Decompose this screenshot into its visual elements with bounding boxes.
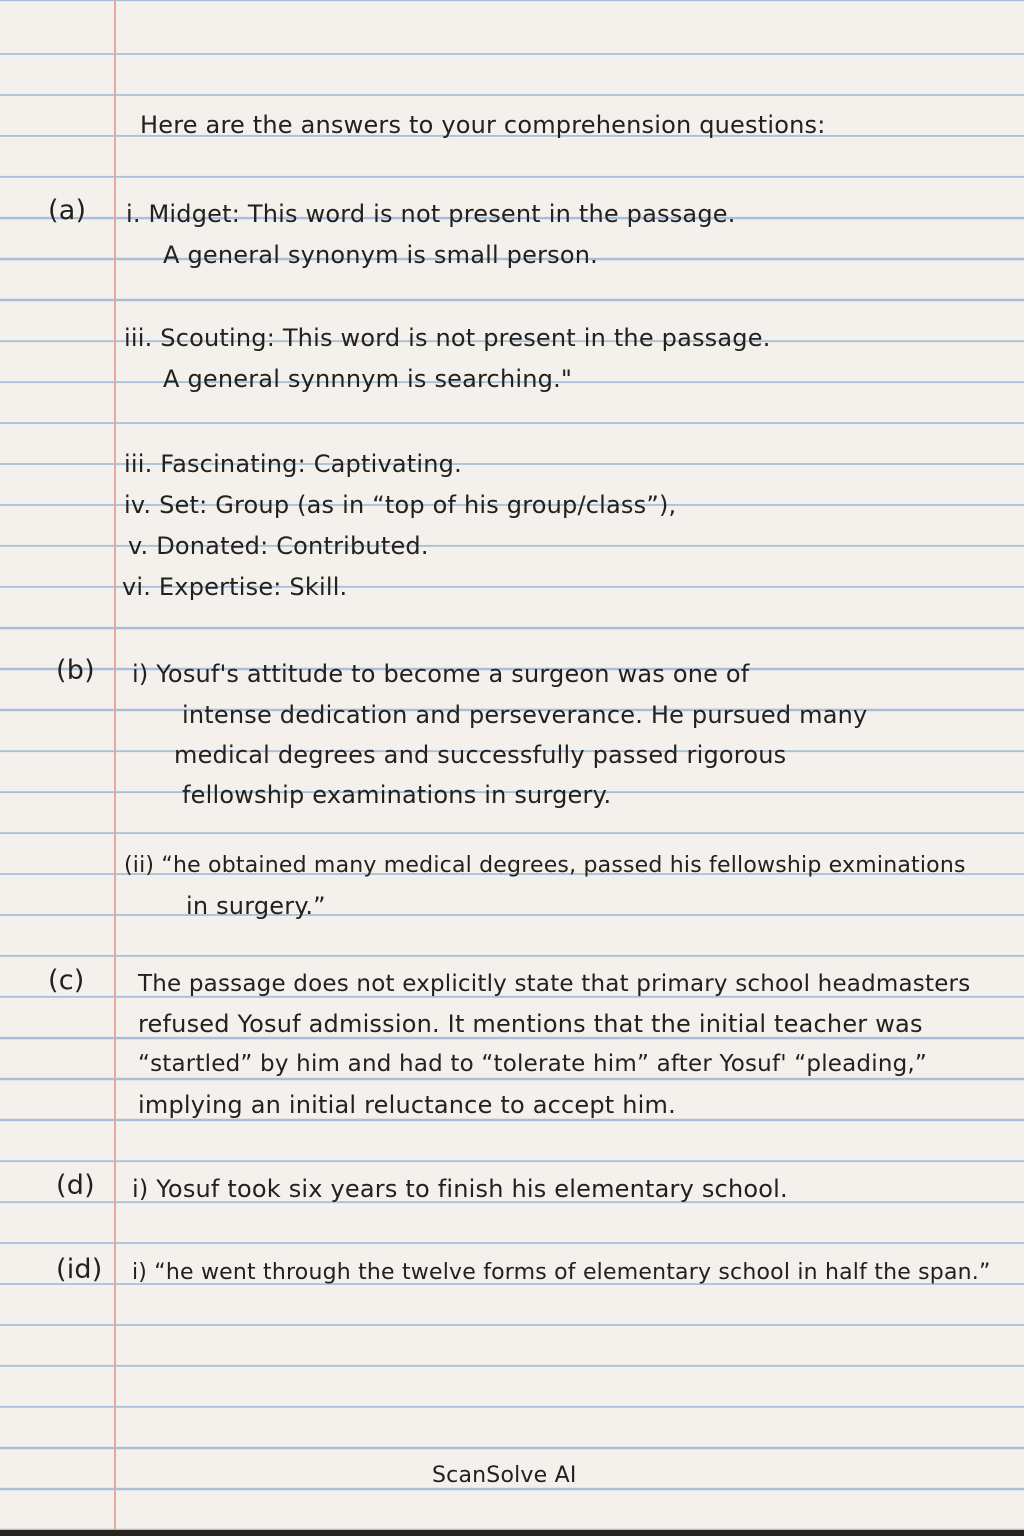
b-i-line4: fellowship examinations in surgery. <box>182 781 612 809</box>
b-i-line1: i) Yosuf's attitude to become a surgeon was one of <box>132 660 750 688</box>
a-ii-line1: iii. Scouting: This word is not present in the passage. <box>124 324 771 352</box>
intro-heading: Here are the answers to your comprehension questions: <box>140 111 826 139</box>
b-i-line3: medical degrees and successfully passed rigorous <box>174 741 787 769</box>
a-v: v. Donated: Contributed. <box>128 532 429 560</box>
a-vi: vi. Expertise: Skill. <box>122 573 348 601</box>
section-a-label: (a) <box>48 195 87 226</box>
a-ii-line2: A general synnnym is searching." <box>163 365 573 393</box>
c-line1: The passage does not explicitly state that primary school headmasters <box>138 971 971 997</box>
d-i: i) Yosuf took six years to finish his elementary school. <box>132 1175 788 1203</box>
section-d-label: (d) <box>56 1170 95 1201</box>
a-i-line2: A general synonym is small person. <box>163 241 598 269</box>
a-i-line1: i. Midget: This word is not present in the passage. <box>126 200 736 228</box>
section-b-label: (b) <box>56 655 95 686</box>
section-c-label: (c) <box>48 965 85 996</box>
b-ii-line2: in surgery.” <box>186 892 326 920</box>
c-line3: “startled” by him and had to “tolerate him” after Yosuf' “pleading,” <box>138 1051 928 1077</box>
section-id-label: (id) <box>56 1254 103 1285</box>
a-iv: iv. Set: Group (as in “top of his group/class”), <box>124 491 677 519</box>
a-iii: iii. Fascinating: Captivating. <box>124 450 462 478</box>
margin-line <box>114 0 116 1530</box>
id-i: i) “he went through the twelve forms of elementary school in half the span.” <box>132 1260 991 1285</box>
c-line2: refused Yosuf admission. It mentions that the initial teacher was <box>138 1010 923 1038</box>
footer-brand: ScanSolve AI <box>432 1463 577 1488</box>
b-ii-line1: (ii) “he obtained many medical degrees, passed his fellowship exminations <box>124 853 966 878</box>
c-line4: implying an initial reluctance to accept him. <box>138 1091 676 1119</box>
b-i-line2: intense dedication and perseverance. He pursued many <box>182 701 868 729</box>
